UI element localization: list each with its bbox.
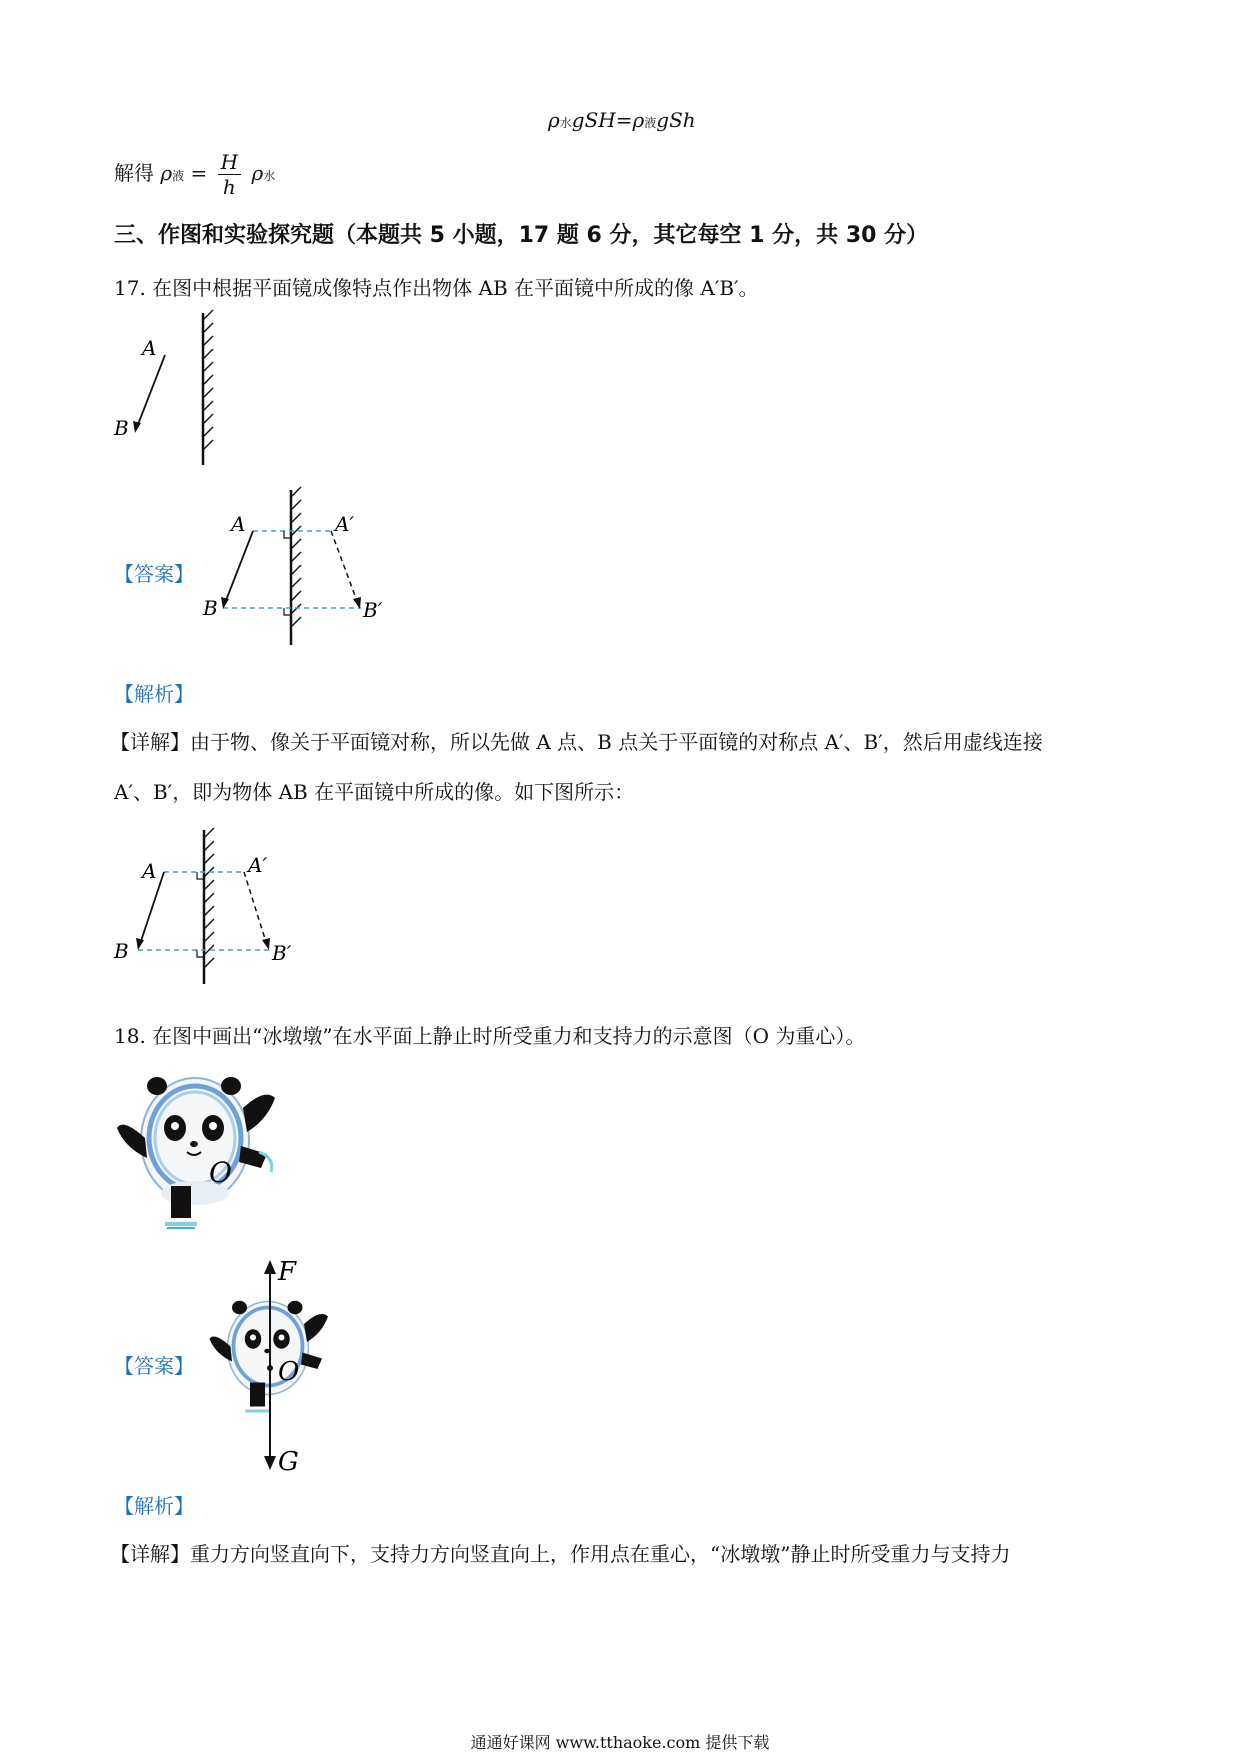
object-ab-arrow [137, 355, 165, 427]
formula-rho-liquid: ρ [632, 108, 645, 132]
label-f: F [278, 1257, 297, 1287]
label-g: G [278, 1447, 299, 1471]
solve-line [114, 150, 275, 199]
section-title: 三、作图和实验探究题（本题共 5 小题，17 题 6 分，其它每空 1 分，共 30 分） [114, 223, 929, 248]
answer-label-b: B [203, 596, 218, 620]
solve-fraction [218, 150, 241, 199]
fraction-denominator: h [222, 175, 236, 199]
answer-object-arrowhead [221, 597, 229, 609]
answer-mascot-illustration [210, 1301, 329, 1411]
q18-mascot-figure [115, 1068, 295, 1238]
q17-answer-figure [195, 485, 405, 650]
answer-label-o: O [278, 1357, 300, 1387]
q18-detail-tag: 【详解】 [110, 1542, 190, 1566]
q17-detail-line1 [110, 726, 1140, 755]
gravity-arrowhead [264, 1456, 276, 1470]
solve-sub-water: 水 [263, 169, 276, 183]
analysis-mirror-hatching [204, 828, 214, 968]
question-17-text: 17. 在图中根据平面镜成像特点作出物体 AB 在平面镜中所成的像 A′B′。 [114, 276, 759, 300]
q17-analysis-figure [100, 828, 310, 988]
image-arrowhead [353, 597, 361, 609]
analysis-image-arrow [244, 872, 266, 942]
solve-rho-water: ρ [251, 161, 264, 185]
label-a: A [142, 336, 157, 360]
mascot-illustration [117, 1077, 275, 1228]
q17-figure [100, 305, 240, 470]
q18-detail-line1 [110, 1538, 1140, 1567]
answer-label-a: A [231, 512, 246, 536]
analysis-object-arrowhead [136, 938, 144, 950]
q18-answer-tag: 【答案】 [114, 1354, 194, 1378]
question-18-text: 18. 在图中画出“冰墩墩”在水平面上静止时所受重力和支持力的示意图（O 为重心）。 [114, 1024, 866, 1048]
q18-answer-figure [200, 1256, 370, 1471]
formula-end: gSh [656, 108, 696, 132]
q17-detail-tag: 【详解】 [110, 730, 190, 754]
formula-middle: gSH= [571, 108, 633, 132]
q18-detail-text1: 重力方向竖直向下，支持力方向竖直向上，作用点在重心，“冰墩墩”静止时所受重力与支持力 [190, 1542, 1011, 1566]
label-b: B [114, 416, 129, 440]
formula-rho-water: ρ [548, 108, 560, 132]
object-ab-arrowhead [133, 421, 141, 433]
page-footer: 通通好课网 www.tthaoke.com 提供下载 [470, 1733, 770, 1752]
analysis-label-a: A [142, 859, 157, 883]
mirror-hatching [203, 310, 213, 450]
answer-object-arrow [225, 531, 253, 603]
q17-answer-tag: 【答案】 [114, 562, 194, 586]
analysis-label-a-prime: A′ [248, 853, 267, 877]
solve-prefix: 解得 [114, 161, 154, 185]
solve-sub-liquid: 液 [172, 169, 185, 183]
answer-label-b-prime: B′ [363, 598, 383, 622]
answer-label-a-prime: A′ [335, 512, 354, 536]
solve-equals: = [190, 161, 208, 185]
solve-rho-liquid: ρ [160, 161, 173, 185]
analysis-image-arrowhead [262, 938, 270, 950]
label-o: O [209, 1156, 232, 1189]
q17-detail-line2: A′、B′，即为物体 AB 在平面镜中所成的像。如下图所示： [114, 780, 635, 804]
image-dashed-arrow [331, 531, 357, 601]
q18-analysis-tag: 【解析】 [114, 1494, 194, 1518]
formula-equation [548, 108, 696, 132]
support-force-arrowhead [264, 1260, 276, 1274]
analysis-label-b-prime: B′ [272, 941, 292, 965]
formula-sub-liquid: 液 [644, 116, 657, 130]
center-of-gravity-dot [267, 1365, 273, 1371]
fraction-numerator: H [218, 150, 241, 175]
analysis-label-b: B [114, 939, 129, 963]
formula-sub-water: 水 [559, 116, 572, 130]
q17-detail-text1: 由于物、像关于平面镜对称，所以先做 A 点、B 点关于平面镜的对称点 A′、B′，然后用虚线连接 [190, 730, 1043, 754]
q17-analysis-tag: 【解析】 [114, 682, 194, 706]
answer-mirror-hatching [291, 487, 301, 627]
